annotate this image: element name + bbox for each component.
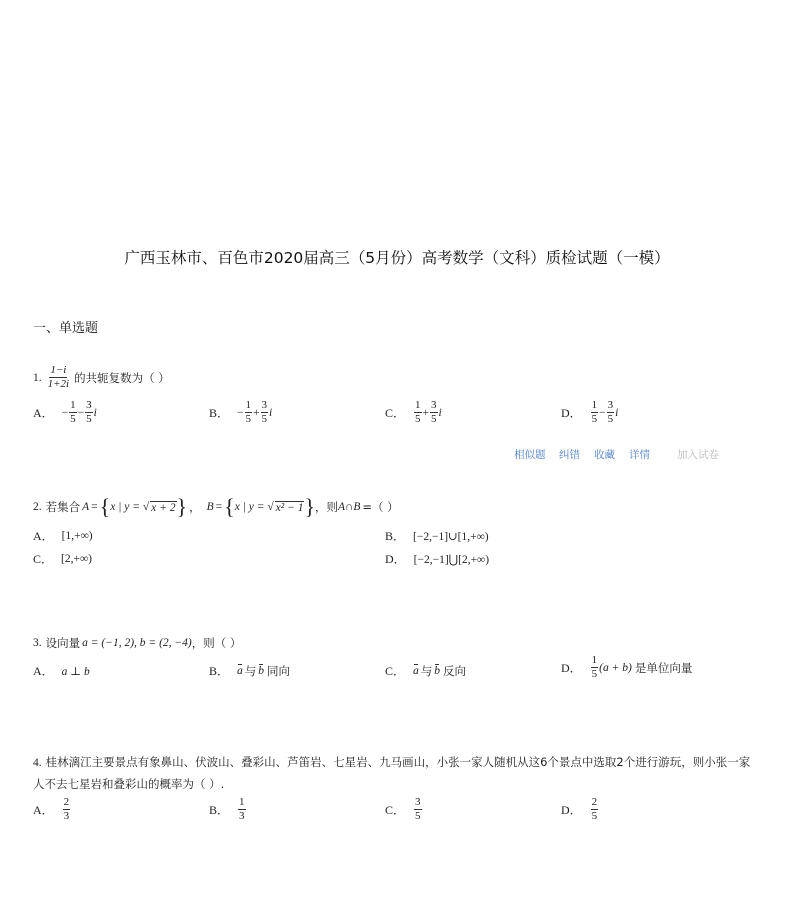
report-error-link[interactable]: 纠错 [559, 449, 580, 461]
question-2-stem: 2. 若集合 A = { x | y = √ x + 2 } ， B = { x | y = √ x² − 1 } ，则 A∩B =（ ） [33, 494, 399, 519]
question-number: 4. [33, 757, 42, 769]
option-b[interactable]: B． − $\frac{1}{5}$ + $\frac{3}{5}$ i [209, 399, 273, 425]
section-heading: 一、单选题 [33, 321, 99, 336]
question-4-stem: 4. 桂林漓江主要景点有象鼻山、伏波山、叠彩山、芦笛岩、七星岩、九马画山，小张一家人随机从这6个景点中选取2个进行游玩，则小张一家 [33, 755, 751, 769]
question-3-stem: 3. 设向量 a = (−1, 2), b = (2, −4) ，则（ ） [33, 636, 242, 650]
question-number: 3. [33, 637, 42, 649]
question-number: 2. [33, 501, 42, 513]
option-c[interactable]: C． $\frac{1}{5}$ + $\frac{3}{5}$ i [385, 399, 442, 425]
details-link[interactable]: 详情 [629, 449, 650, 461]
option-d[interactable]: D． $\frac{1}{5}$ − $\frac{3}{5}$ i [561, 399, 619, 425]
option-d[interactable]: D． $\frac{1}{5}$ (a + b) 是单位向量 [561, 654, 693, 680]
option-a[interactable]: A． − $\frac{1}{5}$ − $\frac{3}{5}$ i [33, 399, 97, 425]
option-a[interactable]: A． $\frac{2}{3}$ [33, 796, 70, 822]
question-1-stem [33, 365, 170, 390]
add-to-paper-button[interactable]: 加入试卷 [677, 449, 719, 461]
option-b[interactable]: B． [−2,−1]∪[1,+∞) [385, 529, 489, 543]
favorite-link[interactable]: 收藏 [594, 449, 615, 461]
option-a[interactable]: A． [1,+∞) [33, 529, 93, 543]
question-4-stem-line-2: 人不去七星岩和叠彩山的概率为（ ）. [33, 777, 225, 791]
similar-questions-link[interactable]: 相似题 [514, 449, 546, 461]
question-actions [0, 447, 794, 461]
option-a[interactable]: A． a ⊥ b [33, 664, 90, 678]
option-b[interactable]: B． $\frac{1}{3}$ [209, 796, 245, 822]
question-number: 1. [33, 371, 42, 384]
option-b[interactable]: B． a 与 b 同向 [209, 663, 291, 678]
question-text: 的共轭复数为（ ） [74, 370, 170, 385]
fraction: $\frac{1-i}{1+2i}$ [47, 364, 70, 390]
option-c[interactable]: C． $\frac{3}{5}$ [385, 796, 421, 822]
option-d[interactable]: D． [−2,−1]⋃[2,+∞) [385, 552, 490, 566]
option-d[interactable]: D． $\frac{2}{5}$ [561, 796, 598, 822]
option-c[interactable]: C． a 与 b 反向 [385, 663, 467, 678]
page-title: 广西玉林市、百色市2020届高三（5月份）高考数学（文科）质检试题（一模） [124, 249, 670, 267]
option-c[interactable]: C． [2,+∞) [33, 552, 92, 566]
